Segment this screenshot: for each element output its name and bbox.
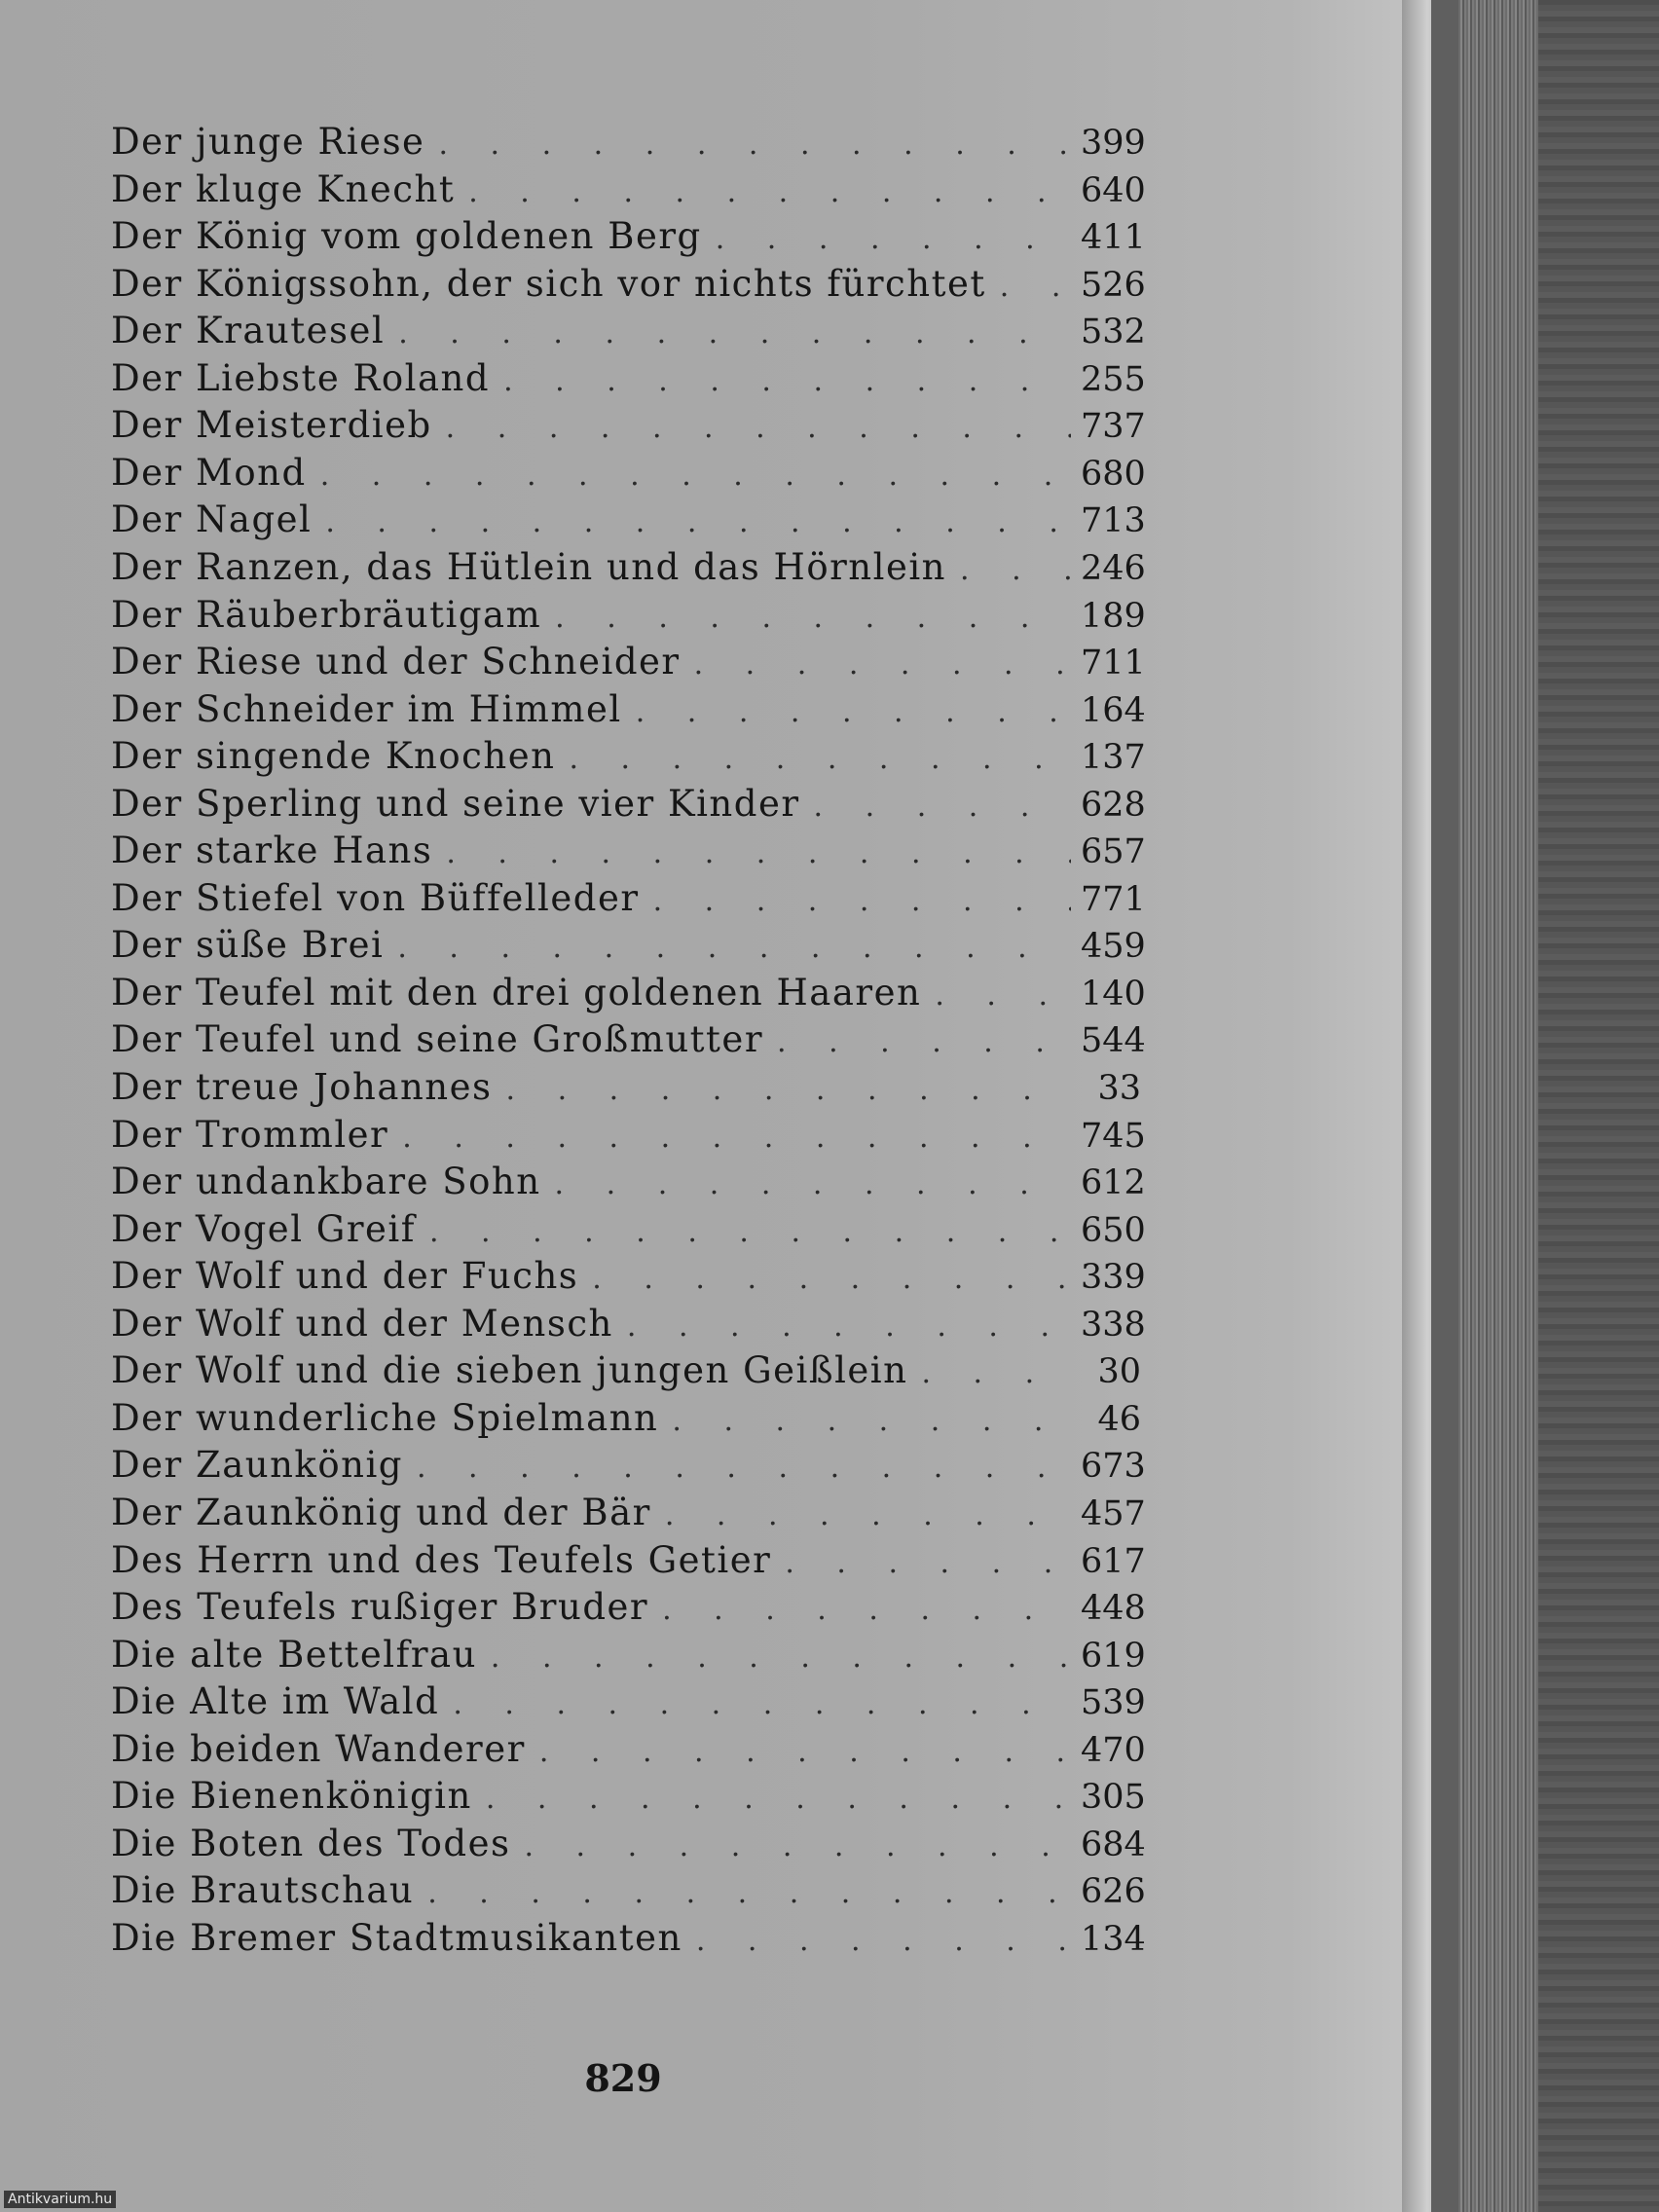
toc-entry-title: Der Wolf und die sieben jungen Geißlein xyxy=(111,1349,908,1392)
dot-leader xyxy=(1000,270,1071,304)
dot-leader xyxy=(446,411,1071,445)
dot-leader xyxy=(662,1593,1071,1627)
dot-leader xyxy=(486,1782,1071,1816)
toc-entry-page: 399 xyxy=(1081,124,1146,163)
toc-entry xyxy=(111,215,1146,262)
toc-entry-title: Die Alte im Wald xyxy=(111,1680,440,1723)
page-number: 829 xyxy=(584,2056,662,2100)
dot-leader xyxy=(539,1735,1071,1769)
toc-entry xyxy=(111,121,1146,167)
toc-entry-page: 164 xyxy=(1081,690,1146,730)
dot-leader xyxy=(777,1025,1071,1059)
toc-entry-page: 650 xyxy=(1081,1210,1146,1250)
toc-entry-title: Der Räuberbräutigam xyxy=(111,593,542,636)
dot-leader xyxy=(814,790,1071,824)
dot-leader xyxy=(491,1641,1071,1675)
toc-entry-page: 619 xyxy=(1081,1636,1146,1676)
toc-entry-page: 338 xyxy=(1081,1305,1146,1345)
toc-entry-page: 737 xyxy=(1081,407,1146,447)
toc-entry-title: Die alte Bettelfrau xyxy=(111,1633,477,1676)
toc-entry-title: Die beiden Wanderer xyxy=(111,1727,526,1770)
toc-entry xyxy=(111,1822,1146,1869)
toc-entry-page: 411 xyxy=(1081,218,1146,258)
toc-entry-title: Der Zaunkönig und der Bär xyxy=(111,1491,651,1533)
toc-entry xyxy=(111,687,1146,735)
toc-entry-page: 305 xyxy=(1081,1778,1146,1818)
toc-entry xyxy=(111,1018,1146,1065)
dot-leader xyxy=(921,1356,1071,1390)
toc-entry xyxy=(111,830,1146,876)
dot-leader xyxy=(785,1546,1071,1580)
toc-entry xyxy=(111,1349,1141,1396)
toc-entry xyxy=(111,1255,1146,1302)
toc-entry-page: 189 xyxy=(1081,596,1146,636)
toc-entry xyxy=(111,924,1146,971)
dot-leader xyxy=(716,222,1071,256)
toc-entry-title: Der Mond xyxy=(111,451,307,494)
toc-entry xyxy=(111,356,1146,404)
toc-entry-page: 628 xyxy=(1081,785,1146,825)
toc-entry-page: 771 xyxy=(1081,879,1146,919)
dot-leader xyxy=(524,1829,1071,1863)
toc-entry-page: 526 xyxy=(1081,265,1146,305)
toc-entry-title: Der Krautesel xyxy=(111,310,386,352)
toc-entry-title: Der Schneider im Himmel xyxy=(111,687,622,730)
toc-entry-title: Der süße Brei xyxy=(111,924,385,967)
toc-entry xyxy=(111,1444,1146,1491)
dot-leader xyxy=(453,1687,1071,1721)
toc-entry-title: Der König vom goldenen Berg xyxy=(111,215,702,258)
dot-leader xyxy=(696,1924,1071,1958)
toc-entry-title: Der Sperling und seine vier Kinder xyxy=(111,782,800,825)
dot-leader xyxy=(694,647,1071,682)
dot-leader xyxy=(627,1309,1071,1344)
toc-entry xyxy=(111,1586,1146,1633)
toc-entry-title: Der treue Johannes xyxy=(111,1066,493,1108)
toc-entry-title: Des Teufels rußiger Bruder xyxy=(111,1586,649,1629)
dot-leader xyxy=(555,1167,1071,1201)
dot-leader xyxy=(569,742,1071,776)
toc-entry-title: Der singende Knochen xyxy=(111,735,556,778)
toc-entry-title: Der Zaunkönig xyxy=(111,1444,403,1487)
toc-entry-page: 134 xyxy=(1081,1919,1146,1959)
toc-entry xyxy=(111,1207,1146,1255)
toc-entry-title: Der Teufel und seine Großmutter xyxy=(111,1018,764,1061)
book-cover-board xyxy=(1538,0,1659,2212)
dot-leader xyxy=(503,364,1071,398)
toc-entry-title: Der junge Riese xyxy=(111,121,425,163)
toc-entry-title: Die Boten des Todes xyxy=(111,1822,511,1864)
toc-entry xyxy=(111,310,1146,356)
toc-entry xyxy=(111,451,1146,498)
toc-entry-page: 745 xyxy=(1081,1116,1146,1156)
toc-entry-title: Die Bremer Stadtmusikanten xyxy=(111,1916,682,1959)
toc-entry-page: 544 xyxy=(1081,1021,1146,1061)
toc-entry xyxy=(111,1916,1146,1964)
dot-leader xyxy=(468,175,1071,209)
toc-entry-page: 680 xyxy=(1081,454,1146,494)
toc-entry-page: 612 xyxy=(1081,1163,1146,1203)
dot-leader xyxy=(592,1262,1071,1296)
toc-entry-page: 30 xyxy=(1097,1352,1141,1392)
toc-entry-page: 339 xyxy=(1081,1258,1146,1298)
toc-entry xyxy=(111,1775,1146,1822)
toc-entry xyxy=(111,262,1146,310)
toc-entry-page: 539 xyxy=(1081,1683,1146,1723)
book-spine xyxy=(1458,0,1538,2212)
toc-entry-title: Der kluge Knecht xyxy=(111,167,456,210)
toc-entry-title: Der Teufel mit den drei goldenen Haaren xyxy=(111,971,922,1014)
toc-entry xyxy=(111,1538,1146,1586)
toc-entry-page: 457 xyxy=(1081,1493,1146,1533)
toc-entry xyxy=(111,1397,1141,1444)
toc-entry xyxy=(111,498,1146,545)
toc-entry-title: Der Ranzen, das Hütlein und das Hörnlein xyxy=(111,545,947,588)
dot-leader xyxy=(960,553,1071,587)
toc-entry-title: Des Herrn und des Teufels Getier xyxy=(111,1538,772,1581)
dot-leader xyxy=(325,505,1071,539)
toc-entry xyxy=(111,735,1146,782)
toc-entry-page: 640 xyxy=(1081,170,1146,210)
dot-leader xyxy=(665,1498,1071,1532)
toc-entry-page: 657 xyxy=(1081,832,1146,872)
toc-entry-page: 711 xyxy=(1081,644,1146,683)
toc-entry-title: Der wunderliche Spielmann xyxy=(111,1396,659,1439)
toc-entry xyxy=(111,1066,1141,1113)
toc-entry-title: Der Trommler xyxy=(111,1113,389,1156)
toc-entry-page: 33 xyxy=(1097,1069,1141,1108)
toc-entry-title: Der Wolf und der Mensch xyxy=(111,1302,613,1345)
page-gutter-edge xyxy=(1402,0,1431,2212)
dot-leader xyxy=(506,1073,1072,1107)
toc-entry-title: Der Wolf und der Fuchs xyxy=(111,1255,579,1298)
toc-entry-title: Die Brautschau xyxy=(111,1869,415,1912)
toc-entry xyxy=(111,593,1146,641)
toc-entry xyxy=(111,782,1146,830)
toc-entry-page: 626 xyxy=(1081,1872,1146,1912)
dot-leader xyxy=(398,316,1071,350)
toc-entry-title: Der Vogel Greif xyxy=(111,1207,416,1250)
toc-entry xyxy=(111,1491,1146,1538)
toc-entry xyxy=(111,641,1146,687)
toc-entry xyxy=(111,876,1146,924)
watermark: Antikvarium.hu xyxy=(4,2191,116,2208)
toc-entry xyxy=(111,1680,1146,1727)
toc-entry xyxy=(111,167,1146,215)
toc-entry-page: 255 xyxy=(1081,359,1146,399)
toc-entry xyxy=(111,1302,1146,1349)
toc-entry xyxy=(111,545,1146,593)
toc-entry-page: 246 xyxy=(1081,548,1146,588)
toc-entry-title: Der undankbare Sohn xyxy=(111,1161,541,1203)
dot-leader xyxy=(446,836,1071,870)
dot-leader xyxy=(402,1121,1071,1155)
toc-entry-page: 673 xyxy=(1081,1447,1146,1487)
toc-entry-title: Der Riese und der Schneider xyxy=(111,641,681,683)
toc-entry-page: 140 xyxy=(1081,974,1146,1014)
toc-entry-page: 137 xyxy=(1081,738,1146,778)
toc-entry-page: 713 xyxy=(1081,501,1146,541)
toc-entry-title: Der Stiefel von Büffelleder xyxy=(111,876,640,919)
toc-entry-page: 532 xyxy=(1081,313,1146,352)
dot-leader xyxy=(320,459,1071,493)
dot-leader xyxy=(427,1876,1071,1910)
toc-entry-title: Der Meisterdieb xyxy=(111,404,432,447)
dot-leader xyxy=(555,601,1071,635)
dot-leader xyxy=(636,695,1071,729)
toc-entry xyxy=(111,1727,1146,1775)
dot-leader xyxy=(653,884,1071,918)
toc-entry xyxy=(111,1161,1146,1207)
dot-leader xyxy=(417,1451,1071,1485)
toc-entry-title: Der Liebste Roland xyxy=(111,356,491,399)
dot-leader xyxy=(429,1215,1071,1249)
toc-entry-page: 46 xyxy=(1097,1399,1141,1439)
toc-entry xyxy=(111,1113,1146,1161)
toc-entry xyxy=(111,971,1146,1018)
dot-leader xyxy=(672,1404,1071,1438)
toc-entry-page: 470 xyxy=(1081,1730,1146,1770)
toc-entry-page: 448 xyxy=(1081,1589,1146,1629)
toc-entry-page: 684 xyxy=(1081,1825,1146,1864)
toc-entry xyxy=(111,404,1146,451)
dot-leader xyxy=(438,128,1071,162)
toc-entry-page: 617 xyxy=(1081,1541,1146,1581)
toc-entry-page: 459 xyxy=(1081,927,1146,967)
toc-entry-title: Der Nagel xyxy=(111,498,313,541)
toc-entry xyxy=(111,1633,1146,1680)
toc-entry-title: Der Königssohn, der sich vor nichts fürchtet xyxy=(111,262,986,305)
dot-leader xyxy=(397,931,1071,965)
toc-entry xyxy=(111,1869,1146,1916)
toc-entry-title: Der starke Hans xyxy=(111,830,433,872)
toc-entry-title: Die Bienenkönigin xyxy=(111,1775,472,1818)
dot-leader xyxy=(935,978,1071,1013)
